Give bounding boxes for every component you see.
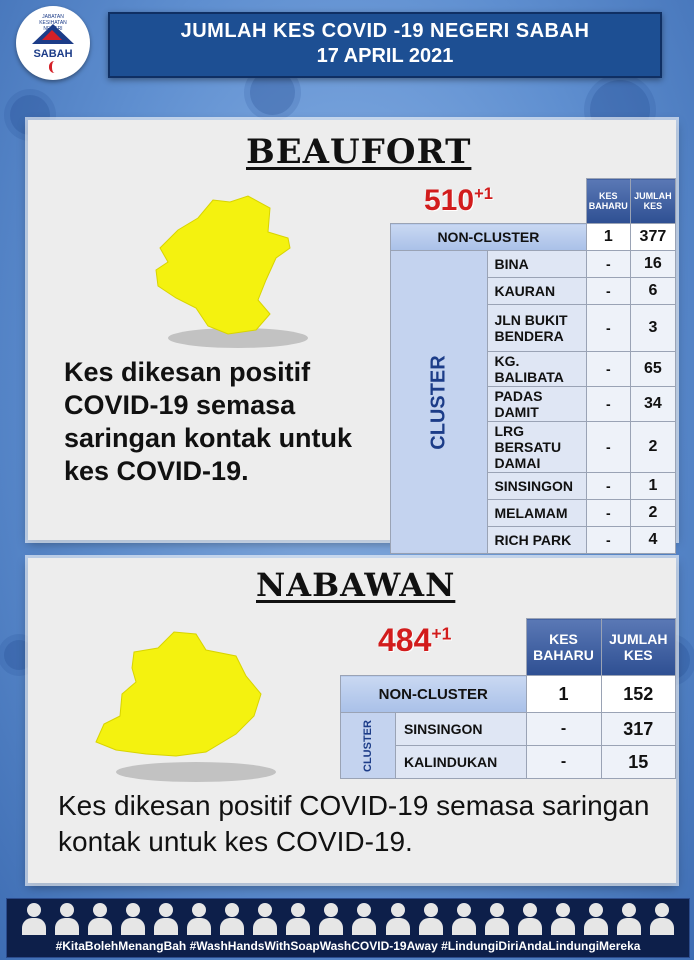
non-cluster-total: 152 — [601, 676, 675, 713]
cluster-new: - — [586, 251, 630, 278]
cluster-name: BINA — [488, 251, 586, 278]
cluster-total: 16 — [630, 251, 675, 278]
cluster-name: SINSINGON — [488, 473, 586, 500]
sabah-health-logo — [16, 6, 90, 80]
cluster-total: 1 — [630, 473, 675, 500]
cluster-new: - — [586, 387, 630, 422]
person-icon — [351, 903, 377, 935]
cluster-total: 65 — [630, 352, 675, 387]
cluster-name: LRG BERSATU DAMAI — [488, 422, 586, 473]
district-title: NABAWAN — [256, 566, 456, 604]
person-icon — [252, 903, 278, 935]
person-icon — [649, 903, 675, 935]
non-cluster-row — [341, 676, 676, 713]
col-new-header: KES BAHARU — [526, 619, 601, 676]
person-icon — [418, 903, 444, 935]
person-icon — [120, 903, 146, 935]
col-total-header: JUMLAH KES — [630, 179, 675, 224]
logo-top-text: JABATAN KESIHATAN NEGERI — [39, 14, 67, 32]
page-date: 17 APRIL 2021 — [316, 45, 454, 67]
person-icon — [54, 903, 80, 935]
cluster-new: - — [586, 473, 630, 500]
non-cluster-new: 1 — [586, 224, 630, 251]
page-header — [108, 12, 662, 78]
cluster-new: - — [526, 746, 601, 779]
cluster-label: CLUSTER — [427, 354, 450, 450]
cluster-name: RICH PARK — [488, 527, 586, 554]
person-icon — [484, 903, 510, 935]
non-cluster-label: NON-CLUSTER — [391, 224, 587, 251]
person-icon — [451, 903, 477, 935]
non-cluster-new: 1 — [526, 676, 601, 713]
cluster-label-cell — [341, 713, 396, 779]
cluster-label: CLUSTER — [361, 719, 374, 772]
person-icon — [87, 903, 113, 935]
table-header-row — [341, 619, 676, 676]
person-icon — [21, 903, 47, 935]
footer-hashtags: #KitaBolehMenangBah #WashHandsWithSoapWashCOVID-19Away #LindungiDiriAndaLindungiMereka — [55, 939, 641, 953]
cluster-total: 3 — [630, 305, 675, 352]
person-icon — [285, 903, 311, 935]
cluster-total: 34 — [630, 387, 675, 422]
nabawan-map-icon — [86, 624, 286, 794]
cluster-new: - — [586, 352, 630, 387]
page-title: JUMLAH KES COVID -19 NEGERI SABAH — [180, 20, 590, 42]
logo-text: SABAH — [33, 48, 73, 60]
frontliner-icons — [21, 903, 675, 935]
cluster-name: KALINDUKAN — [395, 746, 526, 779]
person-icon — [550, 903, 576, 935]
cluster-label-cell — [391, 251, 488, 554]
cluster-name: KAURAN — [488, 278, 586, 305]
cluster-total: 15 — [601, 746, 675, 779]
non-cluster-label: NON-CLUSTER — [341, 676, 527, 713]
beaufort-case-table — [390, 178, 676, 554]
cluster-new: - — [586, 278, 630, 305]
cluster-name: MELAMAM — [488, 500, 586, 527]
person-icon — [186, 903, 212, 935]
cluster-total: 2 — [630, 422, 675, 473]
cluster-total: 4 — [630, 527, 675, 554]
footer-banner — [6, 898, 690, 958]
cluster-new: - — [586, 500, 630, 527]
person-icon — [583, 903, 609, 935]
swoosh-icon — [49, 61, 60, 73]
district-title: BEAUFORT — [246, 132, 472, 172]
col-total-header: JUMLAH KES — [601, 619, 675, 676]
beaufort-description: Kes dikesan positif COVID-19 semasa saringan kontak untuk kes COVID-19. — [64, 357, 353, 486]
cluster-name: PADAS DAMIT — [488, 387, 586, 422]
person-icon — [153, 903, 179, 935]
col-new-header: KES BAHARU — [586, 179, 630, 224]
total-value: 484 — [378, 622, 432, 658]
table-header-row — [391, 179, 676, 224]
person-icon — [616, 903, 642, 935]
person-icon — [385, 903, 411, 935]
cluster-total: 6 — [630, 278, 675, 305]
new-value: +1 — [431, 623, 452, 644]
non-cluster-row — [391, 224, 676, 251]
cluster-new: - — [586, 305, 630, 352]
new-value: +1 — [474, 185, 493, 203]
nabawan-description: Kes dikesan positif COVID-19 semasa saringan kontak untuk kes COVID-19. — [58, 790, 650, 857]
cluster-name: SINSINGON — [395, 713, 526, 746]
table-row — [391, 251, 676, 278]
cluster-total: 317 — [601, 713, 675, 746]
cluster-total: 2 — [630, 500, 675, 527]
beaufort-map-icon — [138, 190, 328, 360]
cluster-new: - — [526, 713, 601, 746]
person-icon — [219, 903, 245, 935]
nabawan-panel — [28, 558, 676, 883]
nabawan-case-table — [340, 618, 676, 779]
beaufort-panel — [28, 120, 676, 548]
cluster-name: KG. BALIBATA — [488, 352, 586, 387]
total-value: 510 — [424, 184, 475, 217]
person-icon — [318, 903, 344, 935]
non-cluster-total: 377 — [630, 224, 675, 251]
mountain-peak-icon — [42, 30, 62, 40]
cluster-new: - — [586, 527, 630, 554]
person-icon — [517, 903, 543, 935]
cluster-new: - — [586, 422, 630, 473]
table-row — [341, 713, 676, 746]
cluster-name: JLN BUKIT BENDERA — [488, 305, 586, 352]
